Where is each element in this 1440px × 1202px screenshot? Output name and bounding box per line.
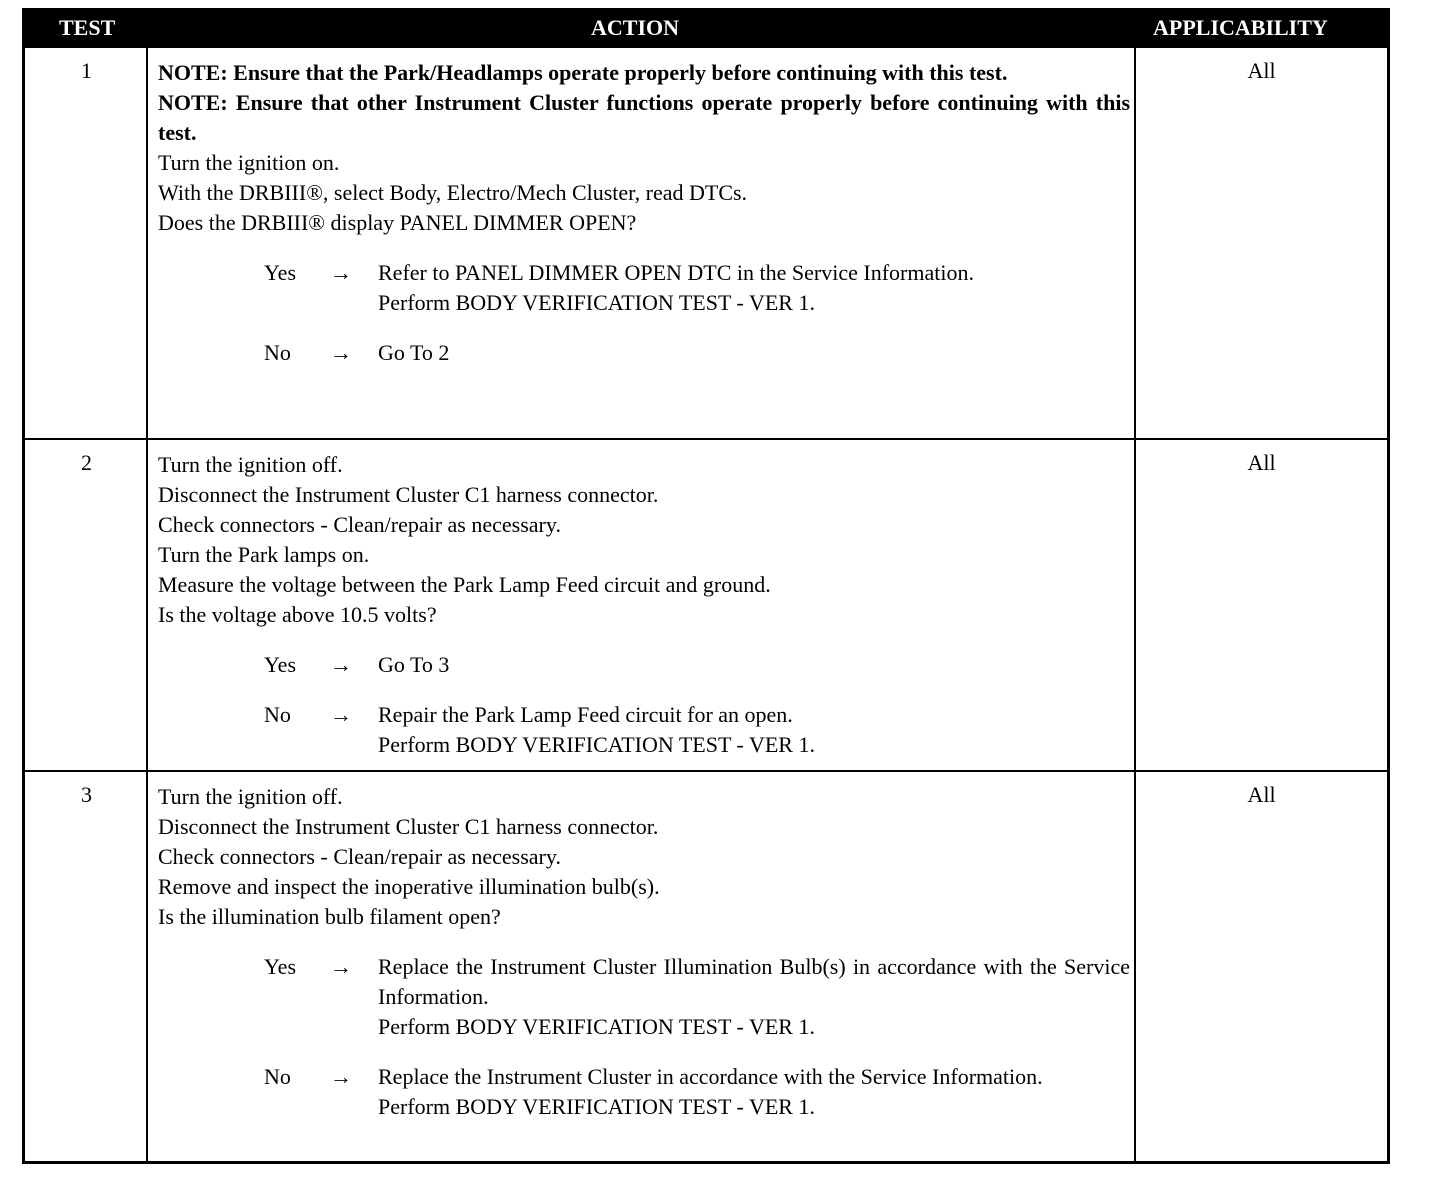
table-header [25,8,1387,46]
applicability-cell: All [1247,782,1276,807]
arrow-right-icon: → [330,954,352,979]
action-step: Turn the ignition on. [158,150,340,175]
arrow-right-icon: → [330,1064,352,1089]
result-label: No [264,702,291,727]
action-step: Is the voltage above 10.5 volts? [158,602,437,627]
action-step: Does the DRBIII® display PANEL DIMMER OPEN? [158,210,637,235]
header-test: TEST [59,15,116,40]
result-text: Repair the Park Lamp Feed circuit for an open. [378,702,793,727]
header-action: ACTION [591,15,680,40]
result-no [158,1062,1130,1122]
header-applicability: APPLICABILITY [1153,15,1328,40]
action-cell [158,58,1130,368]
action-step: Turn the ignition off. [158,784,343,809]
arrow-right-icon: → [330,652,352,677]
table-row [25,770,1387,1165]
test-number: 2 [81,450,92,475]
action-step: Is the illumination bulb filament open? [158,904,501,929]
result-no [158,338,1130,368]
result-no [158,700,1130,760]
result-text: Go To 2 [378,340,450,365]
action-step: Measure the voltage between the Park Lamp Feed circuit and ground. [158,572,771,597]
result-text: Replace the Instrument Cluster in accordance with the Service Information. [378,1064,1043,1089]
result-text: Replace the Instrument Cluster Illumination Bulb(s) in accordance with the Service Information. [378,954,1130,1009]
arrow-right-icon: → [330,340,352,365]
action-step: Disconnect the Instrument Cluster C1 harness connector. [158,814,659,839]
table-row [25,46,1387,440]
result-text: Perform BODY VERIFICATION TEST - VER 1. [378,1094,815,1119]
action-cell [158,450,1130,760]
result-yes [158,258,1130,318]
action-step: Turn the Park lamps on. [158,542,370,567]
action-step: Turn the ignition off. [158,452,343,477]
result-yes [158,650,1130,680]
result-label: Yes [264,260,297,285]
result-label: No [264,1064,291,1089]
applicability-cell: All [1247,58,1276,83]
test-number: 1 [81,58,92,83]
applicability-cell: All [1247,450,1276,475]
result-text: Refer to PANEL DIMMER OPEN DTC in the Service Information. [378,260,974,285]
action-step: With the DRBIII®, select Body, Electro/Mech Cluster, read DTCs. [158,180,748,205]
test-number: 3 [81,782,92,807]
result-text: Perform BODY VERIFICATION TEST - VER 1. [378,1014,815,1039]
result-label: Yes [264,652,297,677]
arrow-right-icon: → [330,702,352,727]
column-divider [146,46,148,1161]
action-step: Remove and inspect the inoperative illumination bulb(s). [158,874,660,899]
result-label: Yes [264,954,297,979]
result-text: Perform BODY VERIFICATION TEST - VER 1. [378,732,815,757]
action-step: Check connectors - Clean/repair as necessary. [158,844,561,869]
column-divider [1134,46,1136,1161]
result-text: Perform BODY VERIFICATION TEST - VER 1. [378,290,815,315]
table-row [25,438,1387,772]
action-step: Disconnect the Instrument Cluster C1 harness connector. [158,482,659,507]
action-step: NOTE: Ensure that other Instrument Cluster functions operate properly before continuing with this test. [158,90,1130,145]
diagnostic-table [22,8,1390,1164]
action-cell [158,782,1130,1122]
action-step: Check connectors - Clean/repair as necessary. [158,512,561,537]
arrow-right-icon: → [330,260,352,285]
action-step: NOTE: Ensure that the Park/Headlamps operate properly before continuing with this test. [158,60,1008,85]
result-text: Go To 3 [378,652,450,677]
result-yes [158,952,1130,1042]
result-label: No [264,340,291,365]
